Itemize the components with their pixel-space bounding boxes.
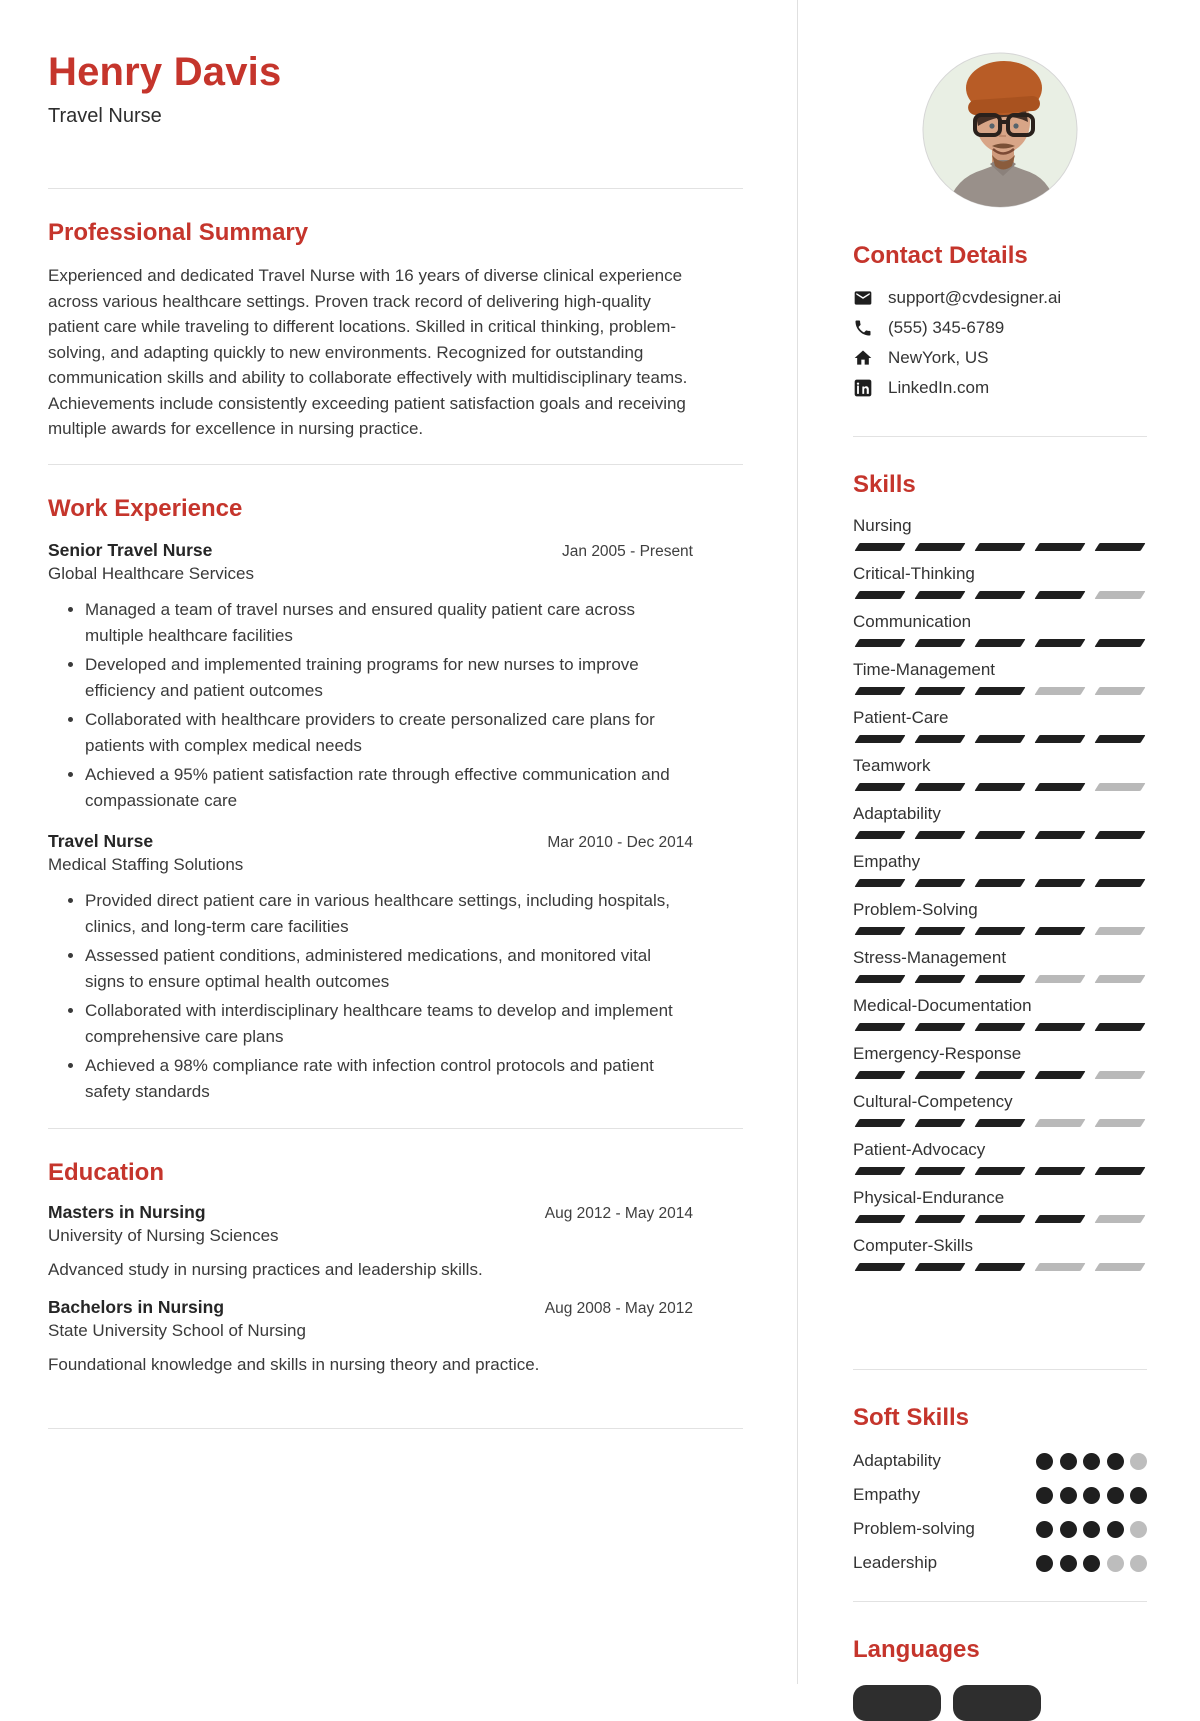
work-entry-header bbox=[48, 830, 693, 852]
skill-bar-segment-filled bbox=[1095, 735, 1146, 743]
skill-level-bar bbox=[853, 1167, 1147, 1175]
work-bullet: • Assessed patient conditions, administered medications, and monitored vital signs to ensure optimal health outcomes bbox=[85, 943, 688, 996]
skill-item bbox=[853, 803, 1147, 839]
divider bbox=[48, 1428, 743, 1429]
skill-bar-segment-filled bbox=[855, 1023, 906, 1031]
linkedin-icon bbox=[853, 378, 873, 398]
contact-row-location bbox=[853, 348, 1147, 368]
skill-bar-segment-filled bbox=[915, 735, 966, 743]
skill-bar-segment-filled bbox=[975, 735, 1026, 743]
skill-bar-segment-empty bbox=[1095, 591, 1146, 599]
skill-bar-segment-filled bbox=[1035, 1023, 1086, 1031]
skill-bar-segment-filled bbox=[1035, 831, 1086, 839]
skill-item bbox=[853, 1187, 1147, 1223]
soft-skill-name: Empathy bbox=[853, 1485, 921, 1504]
skill-bar-segment-filled bbox=[975, 1167, 1026, 1175]
skill-bar-segment-filled bbox=[975, 1263, 1026, 1271]
skill-level-bar bbox=[853, 1119, 1147, 1127]
summary-text: Experienced and dedicated Travel Nurse with 16 years of diverse clinical experience across various healthcare settings. Proven track record of delivering high-quality patient care while traveling to different locations. Skilled in critical thinking, problem-solving, and adapting quickly to new environments. Recognized for outstanding communication skills and ability to collaborate effectively with multidisciplinary teams. Achievements include consistently exceeding patient satisfaction goals and receiving multiple awards for excellence in nursing practice. bbox=[48, 266, 688, 438]
section-skills bbox=[853, 470, 1147, 1271]
soft-skills-list bbox=[853, 1449, 1147, 1575]
soft-skill-dots bbox=[1036, 1521, 1147, 1538]
work-entry-header bbox=[48, 539, 693, 561]
skill-item bbox=[853, 563, 1147, 599]
skill-level-bar bbox=[853, 639, 1147, 647]
skill-bar-segment-filled bbox=[915, 927, 966, 935]
skill-bar-segment-filled bbox=[1035, 1167, 1086, 1175]
skill-bar-segment-filled bbox=[855, 1167, 906, 1175]
contact-row-email bbox=[853, 288, 1147, 308]
language-pill bbox=[853, 1685, 941, 1721]
work-bullet: • Collaborated with interdisciplinary healthcare teams to develop and implement comprehensive care plans bbox=[85, 998, 688, 1051]
work-entry-title: Senior Travel Nurse bbox=[48, 539, 213, 560]
soft-skill-dot-empty bbox=[1130, 1521, 1147, 1538]
soft-skill-dot-empty bbox=[1130, 1453, 1147, 1470]
soft-skill-row bbox=[853, 1517, 1147, 1541]
skill-bar-segment-filled bbox=[855, 687, 906, 695]
education-heading: Education bbox=[48, 1158, 165, 1186]
avatar bbox=[922, 52, 1078, 208]
skill-bar-segment-filled bbox=[915, 783, 966, 791]
education-description: Advanced study in nursing practices and leadership skills. bbox=[48, 1259, 483, 1279]
skill-bar-segment-filled bbox=[975, 543, 1026, 551]
contact-phone: (555) 345-6789 bbox=[888, 318, 1005, 337]
divider bbox=[853, 436, 1147, 437]
skill-bar-segment-filled bbox=[975, 1215, 1026, 1223]
skill-name: Stress-Management bbox=[853, 948, 1007, 967]
work-bullet: • Achieved a 98% compliance rate with infection control protocols and patient safety standards bbox=[85, 1053, 688, 1106]
contact-heading: Contact Details bbox=[853, 242, 1028, 269]
skill-bar-segment-filled bbox=[855, 831, 906, 839]
skill-bar-segment-empty bbox=[1095, 1071, 1146, 1079]
soft-skill-dot-empty bbox=[1130, 1555, 1147, 1572]
soft-skill-dot-filled bbox=[1107, 1453, 1124, 1470]
skill-name: Patient-Care bbox=[853, 708, 949, 727]
skill-bar-segment-filled bbox=[1035, 735, 1086, 743]
skill-bar-segment-empty bbox=[1035, 1119, 1086, 1127]
soft-skill-name: Leadership bbox=[853, 1553, 938, 1572]
skill-bar-segment-filled bbox=[975, 1071, 1026, 1079]
skill-level-bar bbox=[853, 1215, 1147, 1223]
work-entry-company: Global Healthcare Services bbox=[48, 563, 254, 583]
skill-level-bar bbox=[853, 687, 1147, 695]
skill-level-bar bbox=[853, 1263, 1147, 1271]
section-work-experience bbox=[48, 494, 743, 1106]
soft-skill-dot-filled bbox=[1083, 1555, 1100, 1572]
skill-bar-segment-filled bbox=[1095, 879, 1146, 887]
skill-bar-segment-empty bbox=[1095, 975, 1146, 983]
section-languages bbox=[853, 1635, 1147, 1721]
skill-name: Nursing bbox=[853, 516, 912, 535]
skill-bar-segment-empty bbox=[1095, 783, 1146, 791]
skill-level-bar bbox=[853, 543, 1147, 551]
skill-bar-segment-filled bbox=[1095, 1023, 1146, 1031]
skill-bar-segment-filled bbox=[1035, 879, 1086, 887]
contact-location: NewYork, US bbox=[888, 348, 989, 367]
skill-bar-segment-filled bbox=[915, 591, 966, 599]
profile-photo-illustration bbox=[922, 52, 1078, 208]
education-dates: Aug 2012 - May 2014 bbox=[544, 1204, 693, 1222]
skill-item bbox=[853, 995, 1147, 1031]
work-entry-dates: Mar 2010 - Dec 2014 bbox=[547, 833, 693, 851]
language-pills bbox=[853, 1685, 1147, 1721]
email-icon bbox=[853, 288, 873, 308]
work-bullet: • Managed a team of travel nurses and ensured quality patient care across multiple healthcare facilities bbox=[85, 597, 688, 650]
skill-level-bar bbox=[853, 831, 1147, 839]
resume-header bbox=[48, 50, 743, 128]
skill-name: Adaptability bbox=[853, 804, 941, 823]
skill-bar-segment-filled bbox=[855, 1215, 906, 1223]
work-entry-bullets bbox=[48, 597, 688, 815]
soft-skill-dot-filled bbox=[1060, 1487, 1077, 1504]
person-name: Henry Davis bbox=[48, 50, 282, 94]
skill-bar-segment-filled bbox=[915, 975, 966, 983]
skill-bar-segment-filled bbox=[975, 1119, 1026, 1127]
work-entry bbox=[48, 539, 743, 815]
contact-row-linkedin bbox=[853, 378, 1147, 398]
work-entry-title: Travel Nurse bbox=[48, 830, 154, 851]
home-icon bbox=[853, 348, 873, 368]
skill-name: Cultural-Competency bbox=[853, 1092, 1013, 1111]
contact-email: support@cvdesigner.ai bbox=[888, 288, 1062, 307]
skill-bar-segment-filled bbox=[915, 879, 966, 887]
skill-item bbox=[853, 707, 1147, 743]
skill-bar-segment-filled bbox=[1035, 591, 1086, 599]
sidebar bbox=[797, 0, 1200, 1684]
skill-bar-segment-filled bbox=[975, 687, 1026, 695]
skill-level-bar bbox=[853, 879, 1147, 887]
skill-bar-segment-filled bbox=[855, 1263, 906, 1271]
skill-level-bar bbox=[853, 591, 1147, 599]
contact-list bbox=[853, 288, 1147, 398]
soft-skills-heading: Soft Skills bbox=[853, 1404, 970, 1431]
education-school: University of Nursing Sciences bbox=[48, 1225, 279, 1245]
skill-level-bar bbox=[853, 1071, 1147, 1079]
section-professional-summary bbox=[48, 218, 743, 442]
divider bbox=[48, 464, 743, 465]
skill-bar-segment-filled bbox=[915, 1167, 966, 1175]
skill-bar-segment-empty bbox=[1035, 687, 1086, 695]
skill-bar-segment-filled bbox=[855, 783, 906, 791]
skill-name: Emergency-Response bbox=[853, 1044, 1022, 1063]
skills-list bbox=[853, 515, 1147, 1271]
skill-bar-segment-filled bbox=[1035, 783, 1086, 791]
education-entry bbox=[48, 1296, 743, 1378]
work-heading: Work Experience bbox=[48, 494, 243, 522]
divider bbox=[48, 1128, 743, 1129]
skill-item bbox=[853, 1043, 1147, 1079]
soft-skill-dots bbox=[1036, 1555, 1147, 1572]
skill-bar-segment-filled bbox=[915, 1263, 966, 1271]
skill-bar-segment-filled bbox=[915, 687, 966, 695]
skill-bar-segment-empty bbox=[1095, 1215, 1146, 1223]
skill-bar-segment-filled bbox=[975, 831, 1026, 839]
work-entry-dates: Jan 2005 - Present bbox=[562, 542, 693, 560]
skill-level-bar bbox=[853, 1023, 1147, 1031]
skill-bar-segment-filled bbox=[975, 639, 1026, 647]
soft-skill-dot-empty bbox=[1107, 1555, 1124, 1572]
skill-item bbox=[853, 1091, 1147, 1127]
education-entry-header bbox=[48, 1201, 693, 1223]
soft-skill-dot-filled bbox=[1060, 1521, 1077, 1538]
soft-skill-row bbox=[853, 1449, 1147, 1473]
soft-skill-name: Adaptability bbox=[853, 1451, 941, 1470]
skill-bar-segment-empty bbox=[1095, 1119, 1146, 1127]
phone-icon bbox=[853, 318, 873, 338]
skill-bar-segment-filled bbox=[1095, 543, 1146, 551]
soft-skill-dot-filled bbox=[1107, 1521, 1124, 1538]
skill-bar-segment-filled bbox=[1095, 1167, 1146, 1175]
skill-item bbox=[853, 659, 1147, 695]
skill-bar-segment-filled bbox=[975, 1023, 1026, 1031]
work-entry bbox=[48, 830, 743, 1106]
skill-level-bar bbox=[853, 735, 1147, 743]
section-soft-skills bbox=[853, 1403, 1147, 1575]
skill-bar-segment-filled bbox=[915, 1215, 966, 1223]
skill-name: Computer-Skills bbox=[853, 1236, 973, 1255]
skill-bar-segment-filled bbox=[855, 975, 906, 983]
education-school: State University School of Nursing bbox=[48, 1320, 306, 1340]
skill-bar-segment-filled bbox=[1035, 639, 1086, 647]
skill-bar-segment-filled bbox=[855, 879, 906, 887]
soft-skill-dot-filled bbox=[1060, 1555, 1077, 1572]
divider bbox=[853, 1369, 1147, 1370]
languages-heading: Languages bbox=[853, 1636, 980, 1663]
skill-item bbox=[853, 947, 1147, 983]
soft-skill-dot-filled bbox=[1130, 1487, 1147, 1504]
skill-item bbox=[853, 899, 1147, 935]
skill-bar-segment-filled bbox=[915, 543, 966, 551]
skill-bar-segment-filled bbox=[1095, 639, 1146, 647]
skill-bar-segment-filled bbox=[975, 975, 1026, 983]
work-bullet: • Achieved a 95% patient satisfaction rate through effective communication and compassionate care bbox=[85, 762, 688, 815]
skill-item bbox=[853, 755, 1147, 791]
skill-bar-segment-filled bbox=[1035, 543, 1086, 551]
skill-name: Teamwork bbox=[853, 756, 931, 775]
contact-row-phone bbox=[853, 318, 1147, 338]
education-dates: Aug 2008 - May 2012 bbox=[544, 1299, 693, 1317]
skill-bar-segment-filled bbox=[855, 735, 906, 743]
skill-level-bar bbox=[853, 783, 1147, 791]
soft-skill-dot-filled bbox=[1060, 1453, 1077, 1470]
soft-skill-dots bbox=[1036, 1453, 1147, 1470]
skill-name: Communication bbox=[853, 612, 972, 631]
skill-name: Time-Management bbox=[853, 660, 996, 679]
skill-bar-segment-filled bbox=[975, 879, 1026, 887]
skill-bar-segment-filled bbox=[1035, 927, 1086, 935]
skill-item bbox=[853, 1235, 1147, 1271]
soft-skill-name: Problem-solving bbox=[853, 1519, 975, 1538]
skill-bar-segment-filled bbox=[855, 591, 906, 599]
soft-skill-dot-filled bbox=[1107, 1487, 1124, 1504]
skill-bar-segment-filled bbox=[855, 639, 906, 647]
education-description: Foundational knowledge and skills in nursing theory and practice. bbox=[48, 1354, 540, 1374]
soft-skill-dot-filled bbox=[1036, 1487, 1053, 1504]
skill-item bbox=[853, 851, 1147, 887]
skill-bar-segment-filled bbox=[855, 1119, 906, 1127]
skill-bar-segment-filled bbox=[915, 1119, 966, 1127]
education-entry-header bbox=[48, 1296, 693, 1318]
section-contact-details bbox=[853, 241, 1147, 398]
skill-name: Problem-Solving bbox=[853, 900, 978, 919]
skill-bar-segment-empty bbox=[1095, 927, 1146, 935]
skill-bar-segment-filled bbox=[855, 927, 906, 935]
skill-item bbox=[853, 515, 1147, 551]
soft-skill-dot-filled bbox=[1036, 1453, 1053, 1470]
skill-item bbox=[853, 1139, 1147, 1175]
soft-skill-dot-filled bbox=[1036, 1555, 1053, 1572]
skill-name: Patient-Advocacy bbox=[853, 1140, 986, 1159]
skill-bar-segment-filled bbox=[915, 639, 966, 647]
divider bbox=[853, 1601, 1147, 1602]
soft-skill-dot-filled bbox=[1036, 1521, 1053, 1538]
skill-name: Critical-Thinking bbox=[853, 564, 975, 583]
language-pill bbox=[953, 1685, 1041, 1721]
skill-name: Physical-Endurance bbox=[853, 1188, 1005, 1207]
soft-skill-dot-filled bbox=[1083, 1487, 1100, 1504]
education-degree: Masters in Nursing bbox=[48, 1201, 206, 1222]
skill-bar-segment-filled bbox=[1035, 1071, 1086, 1079]
divider bbox=[48, 188, 743, 189]
work-entry-company: Medical Staffing Solutions bbox=[48, 854, 244, 874]
work-bullet: • Collaborated with healthcare providers to create personalized care plans for patients with complex medical needs bbox=[85, 707, 688, 760]
skill-bar-segment-filled bbox=[975, 783, 1026, 791]
work-bullet: • Provided direct patient care in various healthcare settings, including hospitals, clinics, and long-term care facilities bbox=[85, 888, 688, 941]
soft-skill-dot-filled bbox=[1083, 1521, 1100, 1538]
work-entry-bullets bbox=[48, 888, 688, 1106]
skill-bar-segment-filled bbox=[1035, 1215, 1086, 1223]
work-bullet: • Developed and implemented training programs for new nurses to improve efficiency and patient outcomes bbox=[85, 652, 688, 705]
soft-skill-dots bbox=[1036, 1487, 1147, 1504]
skill-bar-segment-filled bbox=[915, 1023, 966, 1031]
skill-bar-segment-filled bbox=[915, 831, 966, 839]
skill-name: Medical-Documentation bbox=[853, 996, 1032, 1015]
skill-item bbox=[853, 611, 1147, 647]
skill-bar-segment-filled bbox=[1095, 831, 1146, 839]
skill-bar-segment-empty bbox=[1035, 975, 1086, 983]
skill-level-bar bbox=[853, 927, 1147, 935]
skill-level-bar bbox=[853, 975, 1147, 983]
skill-bar-segment-filled bbox=[915, 1071, 966, 1079]
skill-bar-segment-empty bbox=[1095, 1263, 1146, 1271]
soft-skill-row bbox=[853, 1483, 1147, 1507]
contact-linkedin: LinkedIn.com bbox=[888, 378, 990, 397]
soft-skill-row bbox=[853, 1551, 1147, 1575]
skills-heading: Skills bbox=[853, 471, 916, 498]
person-job-title: Travel Nurse bbox=[48, 105, 162, 127]
education-degree: Bachelors in Nursing bbox=[48, 1296, 225, 1317]
skill-bar-segment-empty bbox=[1035, 1263, 1086, 1271]
skill-name: Empathy bbox=[853, 852, 921, 871]
skill-bar-segment-filled bbox=[855, 1071, 906, 1079]
skill-bar-segment-filled bbox=[855, 543, 906, 551]
section-education bbox=[48, 1158, 743, 1378]
skill-bar-segment-filled bbox=[975, 927, 1026, 935]
skill-bar-segment-empty bbox=[1095, 687, 1146, 695]
summary-heading: Professional Summary bbox=[48, 219, 309, 246]
soft-skill-dot-filled bbox=[1083, 1453, 1100, 1470]
skill-bar-segment-filled bbox=[975, 591, 1026, 599]
education-entry bbox=[48, 1201, 743, 1283]
